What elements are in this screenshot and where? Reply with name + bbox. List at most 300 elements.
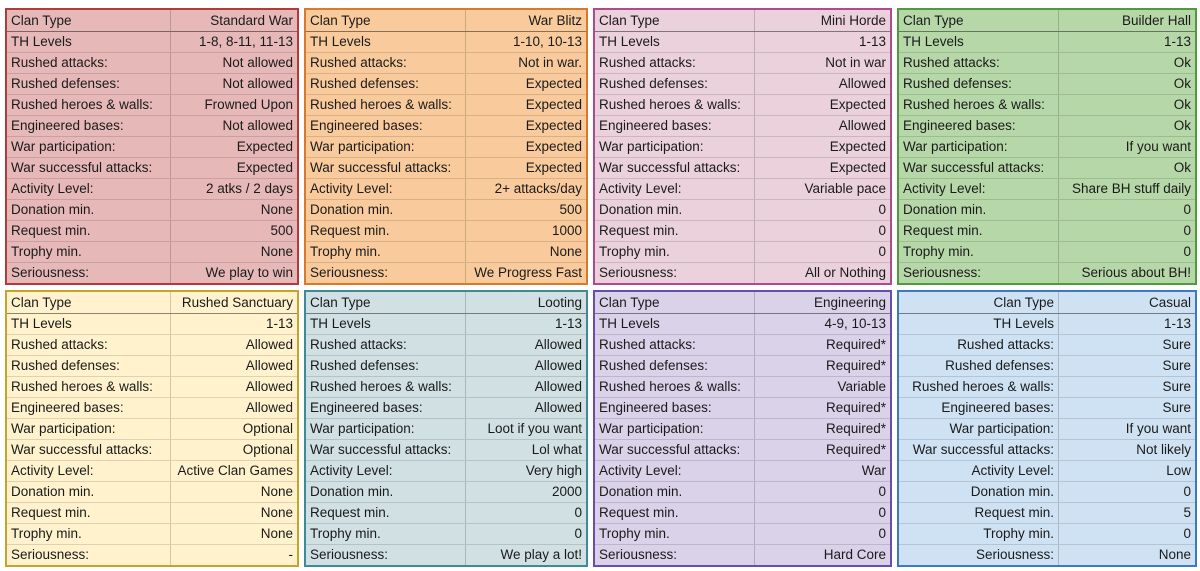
row-label-cell[interactable]: Rushed heroes & walls:: [306, 377, 466, 397]
table-row[interactable]: [595, 116, 890, 137]
table-row[interactable]: [899, 398, 1195, 419]
row-label-cell[interactable]: War successful attacks:: [7, 440, 171, 460]
table-row[interactable]: [7, 32, 297, 53]
clan-type-name[interactable]: Mini Horde: [820, 13, 886, 28]
row-label-cell[interactable]: Seriousness:: [7, 263, 171, 284]
row-value-cell[interactable]: Allowed: [534, 379, 582, 394]
row-label-cell[interactable]: Rushed heroes & walls:: [899, 377, 1059, 397]
table-row[interactable]: [7, 335, 297, 356]
table-row[interactable]: [595, 32, 890, 53]
row-label-cell[interactable]: Trophy min.: [899, 524, 1059, 544]
row-label-cell[interactable]: Request min.: [306, 503, 466, 523]
row-label-cell[interactable]: Rushed attacks:: [306, 53, 466, 73]
row-value-cell[interactable]: None: [1158, 547, 1191, 562]
row-label-cell[interactable]: Seriousness:: [7, 545, 171, 566]
row-value-cell[interactable]: Sure: [1162, 358, 1191, 373]
row-label-cell[interactable]: Activity Level:: [899, 179, 1059, 199]
row-value-cell[interactable]: Optional: [242, 421, 293, 436]
row-label-cell[interactable]: Seriousness:: [306, 263, 466, 284]
clan-type-header-row[interactable]: [306, 292, 586, 314]
row-value-cell[interactable]: None: [549, 244, 582, 259]
table-row[interactable]: [7, 200, 297, 221]
row-value-cell[interactable]: If you want: [1125, 139, 1191, 154]
row-label-cell[interactable]: Rushed heroes & walls:: [899, 95, 1059, 115]
row-value-cell[interactable]: We play a lot!: [500, 547, 582, 562]
row-value-cell[interactable]: 0: [1183, 202, 1191, 217]
row-label-cell[interactable]: Rushed defenses:: [595, 356, 755, 376]
table-row[interactable]: [7, 53, 297, 74]
row-label-cell[interactable]: Rushed attacks:: [306, 335, 466, 355]
table-row[interactable]: [7, 503, 297, 524]
table-row[interactable]: [899, 74, 1195, 95]
table-row[interactable]: [899, 524, 1195, 545]
row-label-cell[interactable]: Rushed heroes & walls:: [306, 95, 466, 115]
table-row[interactable]: [899, 356, 1195, 377]
row-label-cell[interactable]: Donation min.: [7, 200, 171, 220]
row-value-cell[interactable]: Required*: [825, 421, 886, 436]
row-label-cell[interactable]: TH Levels: [7, 314, 171, 334]
clan-type-header-row[interactable]: [595, 10, 890, 32]
row-label-cell[interactable]: Engineered bases:: [595, 116, 755, 136]
table-row[interactable]: [306, 482, 586, 503]
row-value-cell[interactable]: Lol what: [531, 442, 582, 457]
table-row[interactable]: [7, 116, 297, 137]
row-value-cell[interactable]: Allowed: [534, 400, 582, 415]
clan-type-header-row[interactable]: [899, 10, 1195, 32]
clan-type-header-row[interactable]: [595, 292, 890, 314]
row-label-cell[interactable]: Rushed defenses:: [899, 74, 1059, 94]
row-label-cell[interactable]: Rushed heroes & walls:: [7, 377, 171, 397]
row-label-cell[interactable]: TH Levels: [306, 32, 466, 52]
table-row[interactable]: [306, 179, 586, 200]
row-value-cell[interactable]: None: [260, 244, 293, 259]
table-row[interactable]: [306, 524, 586, 545]
row-value-cell[interactable]: Not allowed: [222, 76, 293, 91]
table-row[interactable]: [595, 221, 890, 242]
clan-type-header-row[interactable]: [306, 10, 586, 32]
row-value-cell[interactable]: Not allowed: [222, 55, 293, 70]
row-label-cell[interactable]: Trophy min.: [595, 524, 755, 544]
row-value-cell[interactable]: Allowed: [245, 358, 293, 373]
row-value-cell[interactable]: None: [260, 484, 293, 499]
row-value-cell[interactable]: Ok: [1173, 160, 1191, 175]
row-label-cell[interactable]: Rushed heroes & walls:: [7, 95, 171, 115]
row-value-cell[interactable]: 1000: [551, 223, 582, 238]
row-value-cell[interactable]: Ok: [1173, 97, 1191, 112]
row-value-cell[interactable]: Expected: [525, 76, 582, 91]
row-value-cell[interactable]: Allowed: [245, 337, 293, 352]
row-label-cell[interactable]: Activity Level:: [7, 179, 171, 199]
row-value-cell[interactable]: Serious about BH!: [1081, 265, 1191, 280]
clan-type-header-label[interactable]: Clan Type: [595, 292, 755, 313]
table-row[interactable]: [7, 179, 297, 200]
table-row[interactable]: [899, 263, 1195, 284]
row-value-cell[interactable]: 2000: [551, 484, 582, 499]
row-label-cell[interactable]: Request min.: [7, 503, 171, 523]
row-value-cell[interactable]: Hard Core: [823, 547, 886, 562]
row-value-cell[interactable]: Allowed: [838, 118, 886, 133]
table-row[interactable]: [7, 137, 297, 158]
row-label-cell[interactable]: Trophy min.: [306, 242, 466, 262]
table-row[interactable]: [899, 116, 1195, 137]
row-value-cell[interactable]: Not in war: [825, 55, 886, 70]
row-value-cell[interactable]: Allowed: [245, 400, 293, 415]
table-row[interactable]: [899, 53, 1195, 74]
row-value-cell[interactable]: Expected: [525, 139, 582, 154]
row-value-cell[interactable]: Ok: [1173, 118, 1191, 133]
table-row[interactable]: [306, 221, 586, 242]
row-label-cell[interactable]: War participation:: [899, 419, 1059, 439]
row-label-cell[interactable]: War successful attacks:: [306, 440, 466, 460]
row-value-cell[interactable]: -: [288, 547, 293, 562]
row-label-cell[interactable]: Rushed attacks:: [7, 53, 171, 73]
table-row[interactable]: [595, 335, 890, 356]
row-label-cell[interactable]: TH Levels: [899, 32, 1059, 52]
row-label-cell[interactable]: Seriousness:: [595, 263, 755, 284]
row-value-cell[interactable]: Loot if you want: [487, 421, 582, 436]
table-row[interactable]: [7, 95, 297, 116]
row-value-cell[interactable]: 4-9, 10-13: [824, 316, 886, 331]
row-value-cell[interactable]: 0: [878, 223, 886, 238]
row-value-cell[interactable]: 1-8, 8-11, 11-13: [198, 34, 293, 49]
row-label-cell[interactable]: War participation:: [595, 419, 755, 439]
row-label-cell[interactable]: TH Levels: [306, 314, 466, 334]
table-row[interactable]: [595, 419, 890, 440]
row-value-cell[interactable]: Sure: [1162, 400, 1191, 415]
clan-type-name[interactable]: Casual: [1148, 295, 1191, 310]
table-row[interactable]: [7, 440, 297, 461]
clan-type-header-label[interactable]: Clan Type: [595, 10, 755, 31]
table-row[interactable]: [7, 524, 297, 545]
table-row[interactable]: [595, 503, 890, 524]
clan-type-name[interactable]: Standard War: [210, 13, 293, 28]
table-row[interactable]: [306, 137, 586, 158]
table-row[interactable]: [899, 314, 1195, 335]
row-label-cell[interactable]: Donation min.: [306, 200, 466, 220]
row-label-cell[interactable]: Activity Level:: [595, 179, 755, 199]
table-row[interactable]: [306, 377, 586, 398]
table-row[interactable]: [595, 53, 890, 74]
table-row[interactable]: [7, 545, 297, 566]
table-row[interactable]: [595, 74, 890, 95]
row-label-cell[interactable]: Activity Level:: [595, 461, 755, 481]
table-row[interactable]: [306, 263, 586, 284]
row-value-cell[interactable]: Allowed: [534, 358, 582, 373]
table-row[interactable]: [7, 242, 297, 263]
table-row[interactable]: [7, 398, 297, 419]
clan-type-header-label[interactable]: Clan Type: [306, 10, 466, 31]
clan-type-header-label[interactable]: Clan Type: [899, 10, 1059, 31]
row-label-cell[interactable]: Activity Level:: [899, 461, 1059, 481]
row-value-cell[interactable]: Allowed: [534, 337, 582, 352]
table-row[interactable]: [306, 314, 586, 335]
row-value-cell[interactable]: Required*: [825, 337, 886, 352]
row-label-cell[interactable]: Rushed attacks:: [7, 335, 171, 355]
row-value-cell[interactable]: 1-13: [1163, 34, 1191, 49]
row-value-cell[interactable]: War: [861, 463, 886, 478]
row-value-cell[interactable]: Ok: [1173, 76, 1191, 91]
row-value-cell[interactable]: 1-13: [858, 34, 886, 49]
row-label-cell[interactable]: Engineered bases:: [7, 116, 171, 136]
row-value-cell[interactable]: 0: [1183, 484, 1191, 499]
row-label-cell[interactable]: Donation min.: [899, 200, 1059, 220]
clan-type-header-row[interactable]: [899, 292, 1195, 314]
row-label-cell[interactable]: Rushed defenses:: [7, 74, 171, 94]
clan-type-name[interactable]: Engineering: [813, 295, 886, 310]
row-label-cell[interactable]: Activity Level:: [7, 461, 171, 481]
table-row[interactable]: [595, 242, 890, 263]
table-row[interactable]: [595, 545, 890, 566]
row-label-cell[interactable]: Donation min.: [595, 200, 755, 220]
row-value-cell[interactable]: 0: [1183, 223, 1191, 238]
table-row[interactable]: [899, 377, 1195, 398]
row-label-cell[interactable]: War successful attacks:: [899, 158, 1059, 178]
row-value-cell[interactable]: 0: [878, 526, 886, 541]
table-row[interactable]: [899, 461, 1195, 482]
row-label-cell[interactable]: War participation:: [595, 137, 755, 157]
row-label-cell[interactable]: Seriousness:: [899, 545, 1059, 566]
row-label-cell[interactable]: Request min.: [899, 221, 1059, 241]
row-value-cell[interactable]: If you want: [1125, 421, 1191, 436]
clan-type-name[interactable]: Builder Hall: [1121, 13, 1191, 28]
row-value-cell[interactable]: Not in war.: [518, 55, 582, 70]
row-label-cell[interactable]: Engineered bases:: [306, 398, 466, 418]
row-value-cell[interactable]: Expected: [829, 160, 886, 175]
row-label-cell[interactable]: Rushed heroes & walls:: [595, 377, 755, 397]
row-value-cell[interactable]: 0: [1183, 244, 1191, 259]
row-label-cell[interactable]: TH Levels: [899, 314, 1059, 334]
table-row[interactable]: [7, 356, 297, 377]
row-value-cell[interactable]: 0: [878, 202, 886, 217]
table-row[interactable]: [7, 377, 297, 398]
row-value-cell[interactable]: 0: [574, 526, 582, 541]
row-value-cell[interactable]: Expected: [236, 139, 293, 154]
table-row[interactable]: [899, 95, 1195, 116]
table-row[interactable]: [899, 440, 1195, 461]
row-label-cell[interactable]: War participation:: [306, 419, 466, 439]
table-row[interactable]: [306, 461, 586, 482]
table-row[interactable]: [595, 263, 890, 284]
row-label-cell[interactable]: Engineered bases:: [899, 398, 1059, 418]
table-row[interactable]: [306, 200, 586, 221]
table-row[interactable]: [7, 158, 297, 179]
row-value-cell[interactable]: Variable: [837, 379, 886, 394]
table-row[interactable]: [306, 116, 586, 137]
row-label-cell[interactable]: Rushed defenses:: [306, 356, 466, 376]
row-label-cell[interactable]: War participation:: [899, 137, 1059, 157]
row-label-cell[interactable]: War participation:: [306, 137, 466, 157]
table-row[interactable]: [306, 503, 586, 524]
row-value-cell[interactable]: 500: [270, 223, 293, 238]
row-label-cell[interactable]: Request min.: [306, 221, 466, 241]
clan-type-header-row[interactable]: [7, 10, 297, 32]
row-label-cell[interactable]: War participation:: [7, 419, 171, 439]
row-value-cell[interactable]: Variable pace: [804, 181, 886, 196]
row-value-cell[interactable]: Expected: [525, 97, 582, 112]
row-value-cell[interactable]: Not likely: [1136, 442, 1191, 457]
table-row[interactable]: [595, 377, 890, 398]
row-value-cell[interactable]: Low: [1166, 463, 1191, 478]
table-row[interactable]: [306, 74, 586, 95]
table-row[interactable]: [306, 32, 586, 53]
row-label-cell[interactable]: Donation min.: [306, 482, 466, 502]
row-label-cell[interactable]: Rushed defenses:: [595, 74, 755, 94]
row-label-cell[interactable]: Seriousness:: [306, 545, 466, 566]
row-value-cell[interactable]: 0: [878, 484, 886, 499]
table-row[interactable]: [7, 461, 297, 482]
table-row[interactable]: [595, 524, 890, 545]
clan-type-name[interactable]: Rushed Sanctuary: [181, 295, 293, 310]
table-row[interactable]: [7, 74, 297, 95]
row-label-cell[interactable]: Activity Level:: [306, 461, 466, 481]
table-row[interactable]: [306, 398, 586, 419]
row-label-cell[interactable]: Rushed heroes & walls:: [595, 95, 755, 115]
table-row[interactable]: [595, 398, 890, 419]
table-row[interactable]: [7, 419, 297, 440]
table-row[interactable]: [7, 263, 297, 284]
row-label-cell[interactable]: Rushed attacks:: [595, 53, 755, 73]
table-row[interactable]: [899, 200, 1195, 221]
row-value-cell[interactable]: Not allowed: [222, 118, 293, 133]
row-label-cell[interactable]: Rushed defenses:: [899, 356, 1059, 376]
row-value-cell[interactable]: We play to win: [205, 265, 293, 280]
row-value-cell[interactable]: 1-10, 10-13: [512, 34, 582, 49]
table-row[interactable]: [595, 314, 890, 335]
row-label-cell[interactable]: War successful attacks:: [899, 440, 1059, 460]
row-label-cell[interactable]: War successful attacks:: [595, 440, 755, 460]
row-value-cell[interactable]: Sure: [1162, 379, 1191, 394]
row-label-cell[interactable]: Request min.: [595, 503, 755, 523]
row-label-cell[interactable]: Activity Level:: [306, 179, 466, 199]
row-value-cell[interactable]: Allowed: [838, 76, 886, 91]
row-label-cell[interactable]: Engineered bases:: [899, 116, 1059, 136]
row-label-cell[interactable]: Rushed attacks:: [899, 53, 1059, 73]
row-value-cell[interactable]: Required*: [825, 442, 886, 457]
row-value-cell[interactable]: Frowned Upon: [204, 97, 293, 112]
table-row[interactable]: [595, 440, 890, 461]
row-value-cell[interactable]: Sure: [1162, 337, 1191, 352]
row-value-cell[interactable]: We Progress Fast: [474, 265, 582, 280]
row-label-cell[interactable]: Engineered bases:: [595, 398, 755, 418]
row-value-cell[interactable]: 0: [878, 244, 886, 259]
table-row[interactable]: [899, 419, 1195, 440]
row-value-cell[interactable]: None: [260, 526, 293, 541]
table-row[interactable]: [306, 158, 586, 179]
table-row[interactable]: [595, 461, 890, 482]
table-row[interactable]: [899, 545, 1195, 566]
row-value-cell[interactable]: 0: [878, 505, 886, 520]
table-row[interactable]: [306, 545, 586, 566]
row-value-cell[interactable]: Expected: [525, 118, 582, 133]
table-row[interactable]: [899, 335, 1195, 356]
row-value-cell[interactable]: 2+ attacks/day: [494, 181, 582, 196]
row-label-cell[interactable]: TH Levels: [595, 32, 755, 52]
row-value-cell[interactable]: Expected: [236, 160, 293, 175]
clan-type-header-row[interactable]: [7, 292, 297, 314]
row-label-cell[interactable]: War successful attacks:: [595, 158, 755, 178]
table-row[interactable]: [899, 242, 1195, 263]
row-value-cell[interactable]: None: [260, 202, 293, 217]
clan-type-header-label[interactable]: Clan Type: [7, 10, 171, 31]
table-row[interactable]: [595, 179, 890, 200]
row-label-cell[interactable]: Engineered bases:: [306, 116, 466, 136]
row-label-cell[interactable]: War successful attacks:: [7, 158, 171, 178]
clan-type-name[interactable]: War Blitz: [528, 13, 582, 28]
table-row[interactable]: [306, 242, 586, 263]
table-row[interactable]: [306, 95, 586, 116]
row-label-cell[interactable]: Trophy min.: [899, 242, 1059, 262]
table-row[interactable]: [595, 95, 890, 116]
row-value-cell[interactable]: Expected: [829, 97, 886, 112]
row-label-cell[interactable]: Seriousness:: [595, 545, 755, 566]
row-value-cell[interactable]: Optional: [242, 442, 293, 457]
row-label-cell[interactable]: War participation:: [7, 137, 171, 157]
row-value-cell[interactable]: 0: [1183, 526, 1191, 541]
row-label-cell[interactable]: Request min.: [899, 503, 1059, 523]
clan-type-header-label[interactable]: Clan Type: [899, 292, 1059, 313]
table-row[interactable]: [7, 221, 297, 242]
row-label-cell[interactable]: Request min.: [7, 221, 171, 241]
row-label-cell[interactable]: Rushed attacks:: [899, 335, 1059, 355]
row-label-cell[interactable]: Rushed attacks:: [595, 335, 755, 355]
row-label-cell[interactable]: Request min.: [595, 221, 755, 241]
row-label-cell[interactable]: War successful attacks:: [306, 158, 466, 178]
row-value-cell[interactable]: 500: [559, 202, 582, 217]
row-value-cell[interactable]: None: [260, 505, 293, 520]
table-row[interactable]: [306, 440, 586, 461]
row-value-cell[interactable]: Required*: [825, 358, 886, 373]
row-value-cell[interactable]: 5: [1183, 505, 1191, 520]
table-row[interactable]: [306, 53, 586, 74]
clan-type-name[interactable]: Looting: [537, 295, 582, 310]
row-label-cell[interactable]: Seriousness:: [899, 263, 1059, 284]
row-value-cell[interactable]: 0: [574, 505, 582, 520]
row-label-cell[interactable]: Engineered bases:: [7, 398, 171, 418]
row-value-cell[interactable]: 1-13: [1163, 316, 1191, 331]
table-row[interactable]: [595, 200, 890, 221]
row-label-cell[interactable]: Rushed defenses:: [7, 356, 171, 376]
table-row[interactable]: [595, 482, 890, 503]
table-row[interactable]: [899, 503, 1195, 524]
clan-type-header-label[interactable]: Clan Type: [306, 292, 466, 313]
row-value-cell[interactable]: 2 atks / 2 days: [205, 181, 293, 196]
table-row[interactable]: [306, 356, 586, 377]
row-value-cell[interactable]: Active Clan Games: [177, 463, 293, 478]
row-value-cell[interactable]: Ok: [1173, 55, 1191, 70]
clan-type-header-label[interactable]: Clan Type: [7, 292, 171, 313]
row-value-cell[interactable]: 1-13: [265, 316, 293, 331]
row-value-cell[interactable]: Share BH stuff daily: [1071, 181, 1191, 196]
row-label-cell[interactable]: Donation min.: [899, 482, 1059, 502]
row-label-cell[interactable]: TH Levels: [595, 314, 755, 334]
table-row[interactable]: [899, 221, 1195, 242]
row-value-cell[interactable]: All or Nothing: [804, 265, 886, 280]
table-row[interactable]: [595, 158, 890, 179]
row-label-cell[interactable]: TH Levels: [7, 32, 171, 52]
table-row[interactable]: [899, 32, 1195, 53]
table-row[interactable]: [899, 179, 1195, 200]
row-value-cell[interactable]: Expected: [525, 160, 582, 175]
row-label-cell[interactable]: Trophy min.: [595, 242, 755, 262]
table-row[interactable]: [899, 158, 1195, 179]
table-row[interactable]: [899, 137, 1195, 158]
table-row[interactable]: [7, 482, 297, 503]
table-row[interactable]: [595, 137, 890, 158]
row-value-cell[interactable]: Allowed: [245, 379, 293, 394]
row-value-cell[interactable]: Required*: [825, 400, 886, 415]
row-label-cell[interactable]: Trophy min.: [7, 524, 171, 544]
row-label-cell[interactable]: Donation min.: [595, 482, 755, 502]
